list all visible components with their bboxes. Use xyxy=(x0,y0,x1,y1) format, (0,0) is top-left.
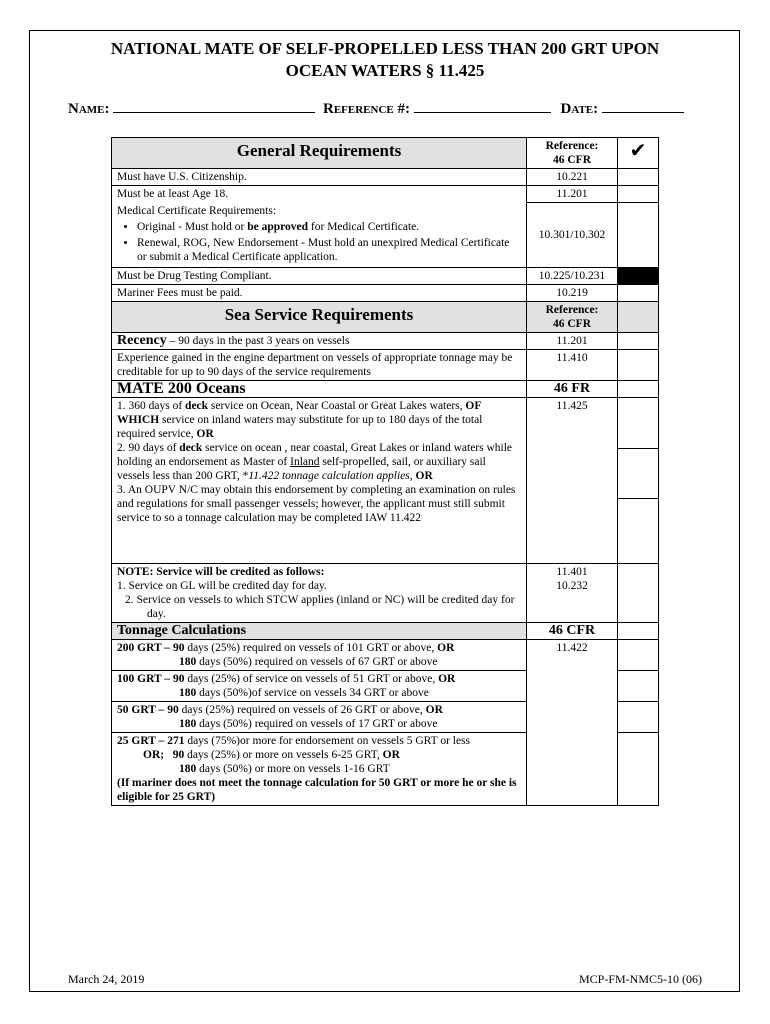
form-title xyxy=(40,38,730,82)
tonnage-bold: OR xyxy=(437,641,455,654)
tonnage-text: days (50%) required on vessels of 17 GRT or above xyxy=(196,717,438,730)
opt1-bold: deck xyxy=(185,399,209,412)
tonnage-50-check[interactable] xyxy=(618,701,659,732)
tonnage-bold: 90 xyxy=(167,703,179,716)
check-header xyxy=(618,138,659,169)
mate-ref-header: 46 FR xyxy=(527,380,618,397)
ref-header-line-2: 46 CFR xyxy=(552,154,591,166)
recency-ref: 11.201 xyxy=(527,332,618,349)
mate-header-row xyxy=(112,380,659,397)
tonnage-text: days (50%) required on vessels of 67 GRT or above xyxy=(196,655,438,668)
tonnage-200-label: 200 GRT – xyxy=(117,641,173,654)
note-title: NOTE: Service will be credited as follows: xyxy=(117,565,325,578)
tonnage-title: Tonnage Calculations xyxy=(112,622,527,639)
tonnage-25-check[interactable] xyxy=(618,732,659,805)
recency-text: – 90 days in the past 3 years on vessels xyxy=(166,334,350,347)
tonnage-ref: 11.422 xyxy=(527,639,618,805)
table-row xyxy=(112,267,659,284)
title-line-1: NATIONAL MATE OF SELF-PROPELLED LESS THAN 200 GRT UPON xyxy=(110,39,660,58)
medical-check[interactable] xyxy=(618,203,659,268)
date-label: Date: xyxy=(560,101,599,117)
requirements-table xyxy=(111,137,659,806)
general-header-row xyxy=(112,138,659,169)
drug-check-blackout xyxy=(618,267,659,284)
sea-title: Sea Service Requirements xyxy=(112,301,527,332)
table-row xyxy=(112,349,659,380)
date-field[interactable] xyxy=(602,98,684,113)
tonnage-ref-header: 46 CFR xyxy=(527,622,618,639)
opt1-bold: OR xyxy=(196,427,214,440)
tonnage-200-cell xyxy=(112,639,527,670)
ref-header-line-1: Reference: xyxy=(545,303,599,316)
mate-option-2-check[interactable] xyxy=(618,449,658,499)
drug-ref: 10.225/10.231 xyxy=(527,267,618,284)
list-item: • Renewal, ROG, New Endorsement - Must hold an unexpired Medical Certificate or submit a Medical Certificate application. xyxy=(137,236,521,264)
reference-field[interactable] xyxy=(414,98,551,113)
note-check xyxy=(618,563,659,622)
tonnage-200-check[interactable] xyxy=(618,639,659,670)
opt2-underline: Inland xyxy=(290,455,320,468)
tonnage-bold: OR xyxy=(425,703,443,716)
note-item-1: 1. Service on GL will be credited day for day. xyxy=(117,579,327,592)
table-row xyxy=(112,397,659,563)
table-row xyxy=(112,169,659,186)
opt2-text: service on ocean , near coastal, Great Lakes or inland waters while holding an endorsement as Master of xyxy=(117,441,513,468)
medical-list xyxy=(117,220,521,264)
table-row xyxy=(112,284,659,301)
tonnage-text: days (25%) required on vessels of 101 GRT or above, xyxy=(184,641,438,654)
tonnage-25-label: 25 GRT – xyxy=(117,734,168,747)
recency-check[interactable] xyxy=(618,332,659,349)
recency-cell xyxy=(112,332,527,349)
fees-ref: 10.219 xyxy=(527,284,618,301)
tonnage-text: days (50%)of service on vessels 34 GRT or above xyxy=(196,686,429,699)
fees-check[interactable] xyxy=(618,284,659,301)
tonnage-text: days (25%) required on vessels of 26 GRT or above, xyxy=(178,703,426,716)
sea-check-header xyxy=(618,301,659,332)
age-check[interactable] xyxy=(618,186,659,203)
note-ref xyxy=(527,563,618,622)
opt1-bold: OF WHICH xyxy=(117,399,481,426)
tonnage-25-cell xyxy=(112,732,527,805)
tonnage-bold: OR xyxy=(438,672,456,685)
note-ref-2: 10.232 xyxy=(556,579,588,592)
tonnage-bold: 180 xyxy=(179,686,197,699)
tonnage-check-header xyxy=(618,622,659,639)
drug-text: Must be Drug Testing Compliant. xyxy=(112,267,527,284)
ref-header-line-2: 46 CFR xyxy=(552,317,591,330)
tonnage-bold: 90 xyxy=(172,672,185,685)
opt2-text: self-propelled, sail, or auxiliary sail vessels less than 200 GRT, * xyxy=(117,455,486,482)
tonnage-bold: OR xyxy=(382,748,400,761)
mate-options-cell xyxy=(112,397,527,563)
tonnage-bold: 180 xyxy=(179,655,197,668)
opt1-text: service on inland waters may substitute for up to 180 days of the total required service, xyxy=(117,413,483,440)
opt1-text: service on Ocean, Near Coastal or Great Lakes waters, xyxy=(208,399,466,412)
title-line-2: OCEAN WATERS § 11.425 xyxy=(285,61,485,80)
opt2-bold: OR xyxy=(415,469,433,482)
name-field[interactable] xyxy=(113,98,315,113)
mate-option-1-check[interactable] xyxy=(618,398,658,449)
tonnage-25-note: (If mariner does not meet the tonnage calculation for 50 GRT or more he or she is eligible for 25 GRT) xyxy=(117,776,517,803)
tonnage-bold: OR; xyxy=(143,748,165,761)
experience-check[interactable] xyxy=(618,349,659,380)
table-row xyxy=(112,563,659,622)
table-row xyxy=(112,332,659,349)
opt2-italic: 11.422 tonnage calculation applies xyxy=(248,469,410,482)
medical-b1-bold: be approved xyxy=(247,220,309,233)
list-item xyxy=(137,220,521,234)
header-fields xyxy=(68,98,684,118)
table-row xyxy=(112,639,659,670)
citizenship-ref: 10.221 xyxy=(527,169,618,186)
tonnage-bold: 180 xyxy=(179,762,197,775)
experience-text: Experience gained in the engine department on vessels of appropriate tonnage may be creditable for up to 90 days of the service requirements xyxy=(112,349,527,380)
medical-cell xyxy=(112,203,527,268)
tonnage-header-row xyxy=(112,622,659,639)
ref-header-line-1: Reference: xyxy=(545,140,599,152)
note-ref-1: 11.401 xyxy=(556,565,588,578)
tonnage-100-cell xyxy=(112,670,527,701)
tonnage-50-cell xyxy=(112,701,527,732)
tonnage-text: days (50%) or more on vessels 1-16 GRT xyxy=(196,762,390,775)
footer-date: March 24, 2019 xyxy=(68,972,145,986)
note-item-2: 2. Service on vessels to which STCW applies (inland or NC) will be credited day for day. xyxy=(125,593,515,620)
opt2-bold: deck xyxy=(179,441,203,454)
tonnage-text: days (25%) or more on vessels 6-25 GRT, xyxy=(184,748,383,761)
medical-text: Medical Certificate Requirements: xyxy=(117,204,277,217)
mate-option-1 xyxy=(117,399,521,441)
table-row xyxy=(112,203,659,268)
experience-ref: 11.410 xyxy=(527,349,618,380)
footer-form-number: MCP-FM-NMC5-10 (06) xyxy=(578,972,702,986)
name-label: Name: xyxy=(68,101,110,117)
mate-title: MATE 200 Oceans xyxy=(112,380,527,397)
mate-ref: 11.425 xyxy=(527,397,618,563)
mate-option-3-check[interactable] xyxy=(618,499,658,563)
recency-label: Recency xyxy=(117,332,167,348)
tonnage-bold: 90 xyxy=(172,641,185,654)
tonnage-50-label: 50 GRT – xyxy=(117,703,168,716)
tonnage-text: days (75%)or more for endorsement on vessels 5 GRT or less xyxy=(184,734,471,747)
tonnage-text: days (25%) of service on vessels of 51 GRT or above, xyxy=(184,672,439,685)
age-ref: 11.201 xyxy=(527,186,618,203)
sea-ref-header xyxy=(527,301,618,332)
medical-b1-post: for Medical Certificate. xyxy=(308,220,420,233)
citizenship-check[interactable] xyxy=(618,169,659,186)
opt2-text: , xyxy=(409,469,416,482)
sea-header-row xyxy=(112,301,659,332)
table-row xyxy=(112,186,659,203)
note-cell xyxy=(112,563,527,622)
checkmark-icon: ✔ xyxy=(629,140,647,162)
general-title: General Requirements xyxy=(112,138,527,169)
mate-check-cell xyxy=(618,397,659,563)
age-text: Must be at least Age 18. xyxy=(112,186,527,203)
opt1-text: 1. 360 days of xyxy=(117,399,186,412)
medical-ref: 10.301/10.302 xyxy=(527,203,618,268)
general-ref-header xyxy=(527,138,618,169)
mate-check-header xyxy=(618,380,659,397)
medical-b1-text: Original - Must hold or xyxy=(137,220,248,233)
mate-option-3: 3. An OUPV N/C may obtain this endorsement by completing an examination on rules and regulations for small passenger vessels; however, the applicant must still submit service to so a tonnage calculation may be completed IAW 11.422 xyxy=(117,483,516,524)
reference-label: Reference #: xyxy=(323,101,410,117)
tonnage-bold: 180 xyxy=(179,717,197,730)
tonnage-100-check[interactable] xyxy=(618,670,659,701)
tonnage-bold: 90 xyxy=(172,748,185,761)
citizenship-text: Must have U.S. Citizenship. xyxy=(112,169,527,186)
mate-option-2 xyxy=(117,441,521,483)
fees-text: Mariner Fees must be paid. xyxy=(112,284,527,301)
opt2-text: 2. 90 days of xyxy=(117,441,180,454)
tonnage-100-label: 100 GRT – xyxy=(117,672,173,685)
tonnage-bold: 271 xyxy=(167,734,185,747)
